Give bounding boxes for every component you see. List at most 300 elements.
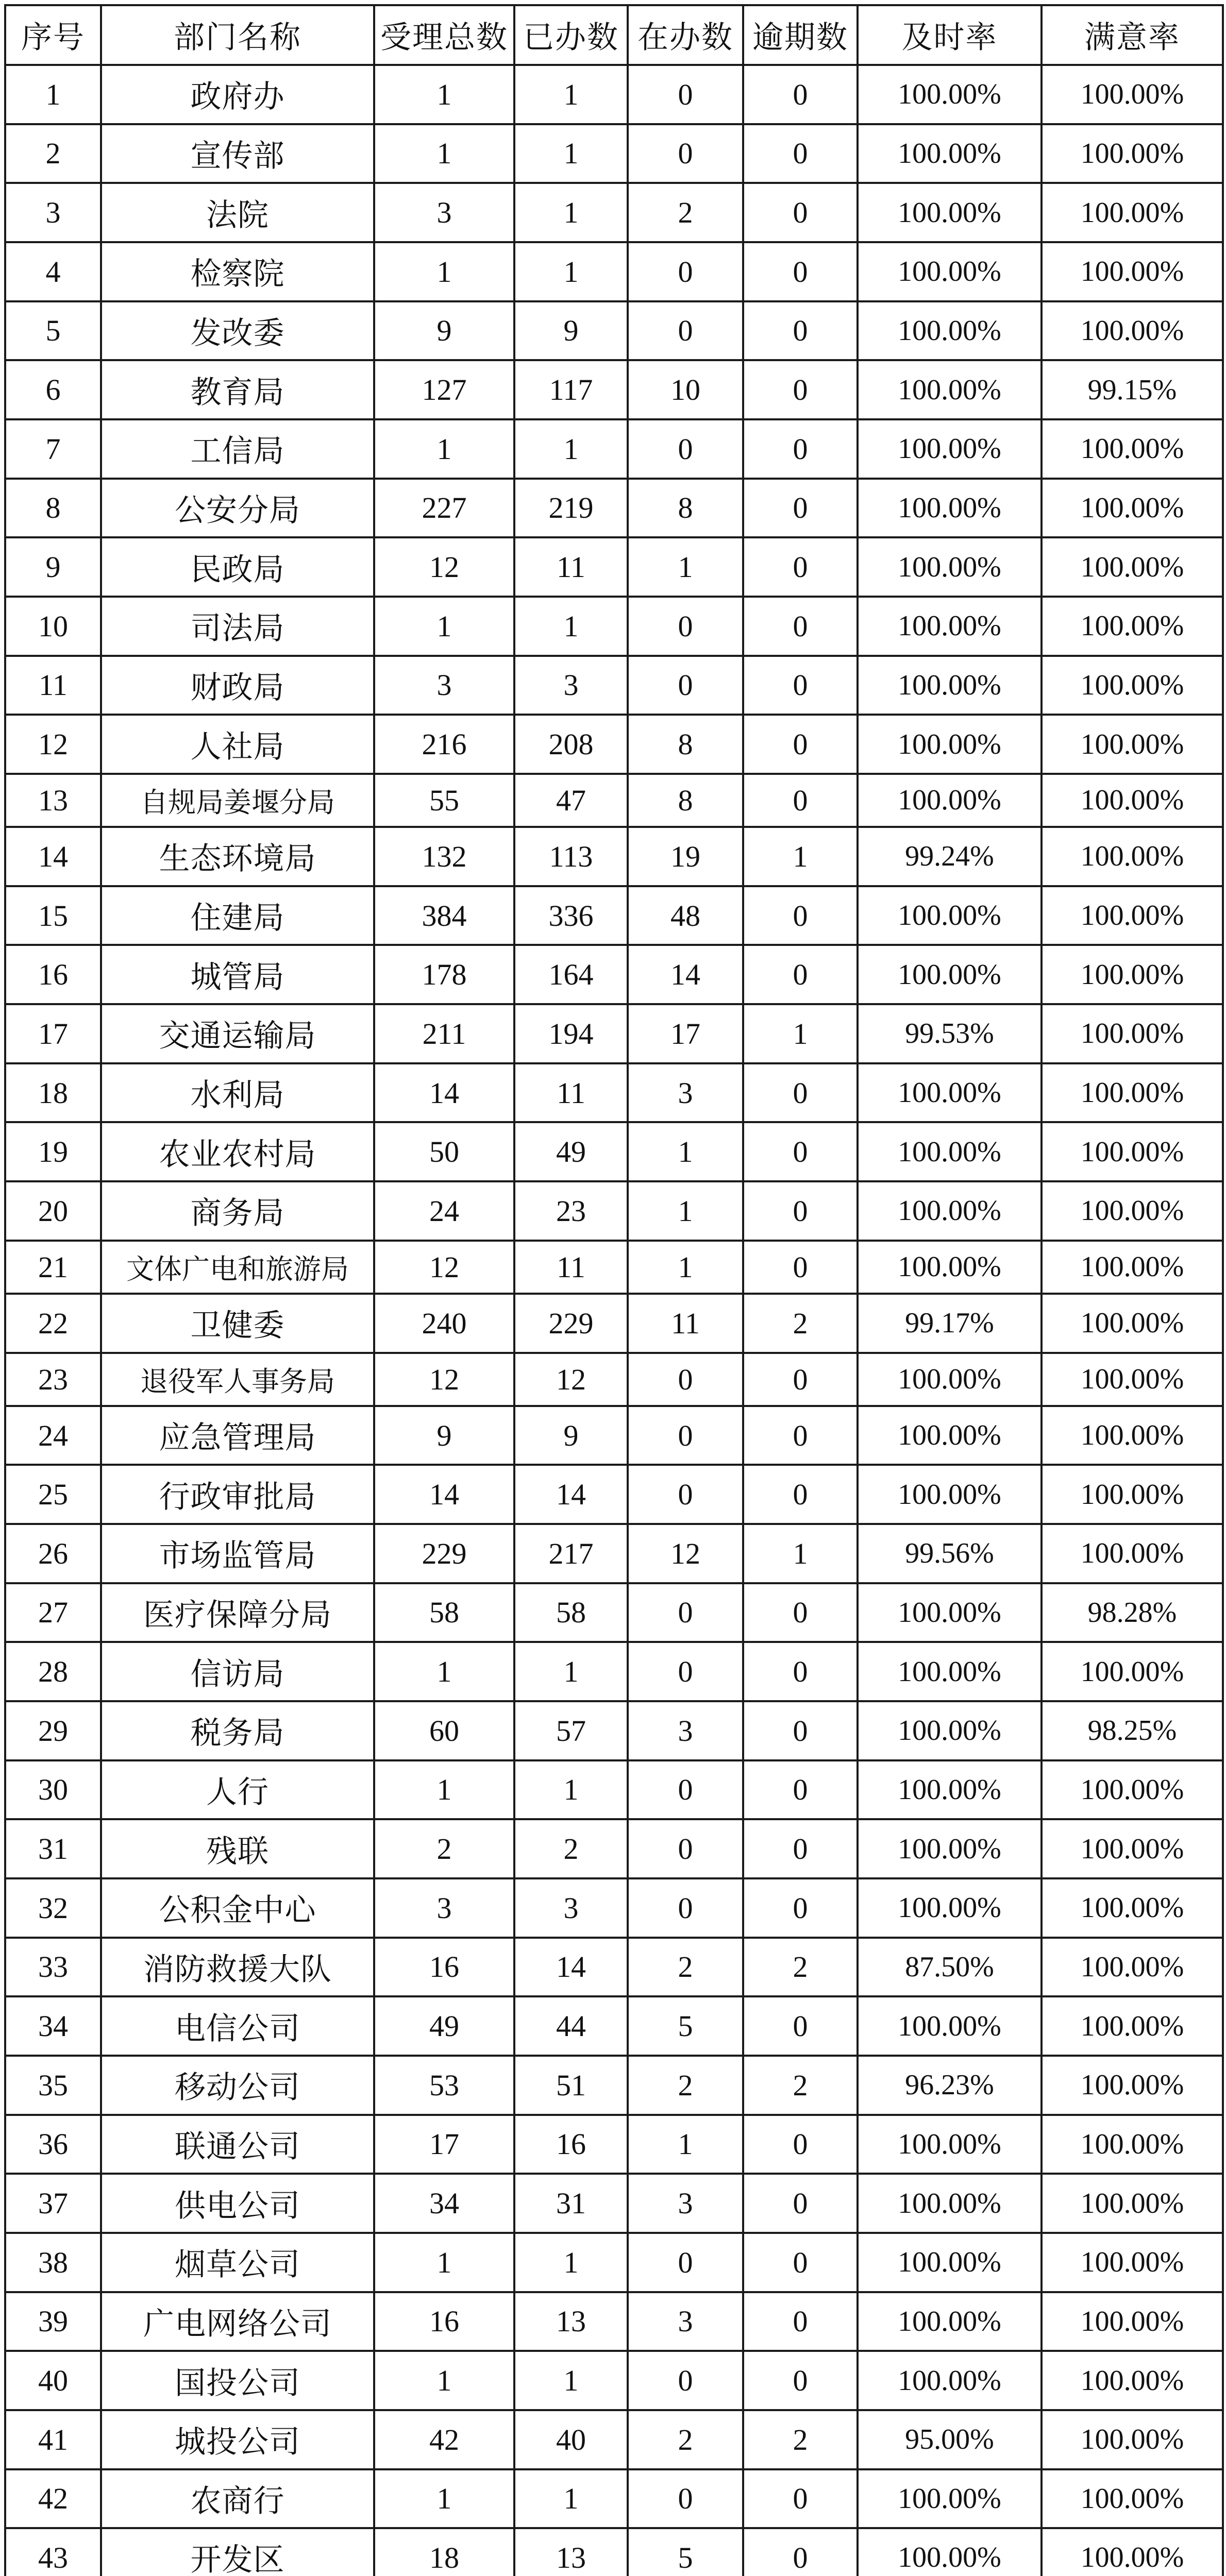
cell-overdue: 2 — [743, 1938, 858, 1997]
cell-completed: 9 — [514, 1406, 628, 1465]
cell-overdue: 0 — [743, 65, 858, 124]
cell-index: 7 — [5, 419, 101, 479]
cell-completed: 13 — [514, 2292, 628, 2351]
cell-department: 城管局 — [101, 945, 374, 1004]
cell-in-progress: 0 — [628, 656, 743, 715]
table-row — [5, 2528, 1223, 2576]
table-row — [5, 1819, 1223, 1878]
cell-index: 5 — [5, 301, 101, 361]
cell-satisfaction-rate: 100.00% — [1042, 1063, 1223, 1123]
cell-department: 人社局 — [101, 715, 374, 774]
cell-satisfaction-rate: 100.00% — [1042, 1996, 1223, 2056]
cell-total-received: 12 — [374, 1353, 514, 1406]
cell-satisfaction-rate: 100.00% — [1042, 1353, 1223, 1406]
cell-timely-rate: 100.00% — [858, 2174, 1042, 2233]
cell-satisfaction-rate: 100.00% — [1042, 1294, 1223, 1353]
cell-department: 电信公司 — [101, 1996, 374, 2056]
cell-total-received: 12 — [374, 537, 514, 597]
cell-completed: 40 — [514, 2410, 628, 2469]
cell-overdue: 1 — [743, 827, 858, 886]
cell-satisfaction-rate: 100.00% — [1042, 1878, 1223, 1938]
cell-overdue: 0 — [743, 2292, 858, 2351]
cell-index: 10 — [5, 597, 101, 656]
cell-timely-rate: 100.00% — [858, 1241, 1042, 1294]
table-row — [5, 242, 1223, 301]
cell-completed: 194 — [514, 1004, 628, 1063]
cell-department: 供电公司 — [101, 2174, 374, 2233]
cell-satisfaction-rate: 100.00% — [1042, 2174, 1223, 2233]
header-completed: 已办数 — [514, 5, 628, 65]
cell-satisfaction-rate: 100.00% — [1042, 124, 1223, 183]
cell-in-progress: 5 — [628, 2528, 743, 2576]
cell-satisfaction-rate: 100.00% — [1042, 2233, 1223, 2292]
cell-department: 政府办 — [101, 65, 374, 124]
cell-department: 移动公司 — [101, 2056, 374, 2115]
table-row — [5, 1642, 1223, 1701]
cell-department: 教育局 — [101, 360, 374, 419]
cell-in-progress: 48 — [628, 886, 743, 945]
cell-overdue: 0 — [743, 1878, 858, 1938]
table-row — [5, 2174, 1223, 2233]
cell-total-received: 1 — [374, 124, 514, 183]
cell-completed: 1 — [514, 597, 628, 656]
cell-total-received: 178 — [374, 945, 514, 1004]
cell-department: 应急管理局 — [101, 1406, 374, 1465]
cell-index: 18 — [5, 1063, 101, 1123]
header-in-progress: 在办数 — [628, 5, 743, 65]
cell-index: 43 — [5, 2528, 101, 2576]
cell-completed: 219 — [514, 479, 628, 538]
cell-overdue: 0 — [743, 886, 858, 945]
cell-total-received: 127 — [374, 360, 514, 419]
table-row — [5, 1583, 1223, 1642]
cell-index: 25 — [5, 1465, 101, 1524]
cell-timely-rate: 87.50% — [858, 1938, 1042, 1997]
table-row — [5, 419, 1223, 479]
cell-timely-rate: 100.00% — [858, 2351, 1042, 2410]
cell-timely-rate: 100.00% — [858, 1819, 1042, 1878]
cell-timely-rate: 100.00% — [858, 886, 1042, 945]
cell-satisfaction-rate: 100.00% — [1042, 886, 1223, 945]
cell-index: 39 — [5, 2292, 101, 2351]
cell-completed: 49 — [514, 1122, 628, 1181]
cell-completed: 3 — [514, 656, 628, 715]
cell-total-received: 1 — [374, 1760, 514, 1820]
cell-department: 农商行 — [101, 2469, 374, 2529]
cell-timely-rate: 100.00% — [858, 1701, 1042, 1760]
cell-satisfaction-rate: 100.00% — [1042, 1819, 1223, 1878]
cell-total-received: 2 — [374, 1819, 514, 1878]
cell-satisfaction-rate: 100.00% — [1042, 2056, 1223, 2115]
cell-in-progress: 1 — [628, 2115, 743, 2174]
cell-department: 消防救援大队 — [101, 1938, 374, 1997]
cell-timely-rate: 95.00% — [858, 2410, 1042, 2469]
cell-completed: 2 — [514, 1819, 628, 1878]
cell-department: 国投公司 — [101, 2351, 374, 2410]
table-row — [5, 183, 1223, 242]
cell-completed: 1 — [514, 2469, 628, 2529]
cell-in-progress: 0 — [628, 1406, 743, 1465]
cell-total-received: 1 — [374, 597, 514, 656]
cell-satisfaction-rate: 100.00% — [1042, 715, 1223, 774]
cell-completed: 1 — [514, 419, 628, 479]
header-total-received: 受理总数 — [374, 5, 514, 65]
cell-department: 司法局 — [101, 597, 374, 656]
cell-completed: 31 — [514, 2174, 628, 2233]
cell-department: 商务局 — [101, 1181, 374, 1241]
cell-department: 水利局 — [101, 1063, 374, 1123]
cell-department: 医疗保障分局 — [101, 1583, 374, 1642]
cell-overdue: 0 — [743, 1063, 858, 1123]
cell-timely-rate: 100.00% — [858, 1996, 1042, 2056]
cell-timely-rate: 100.00% — [858, 1583, 1042, 1642]
cell-overdue: 0 — [743, 2233, 858, 2292]
cell-index: 38 — [5, 2233, 101, 2292]
cell-department: 公安分局 — [101, 479, 374, 538]
table-row — [5, 1938, 1223, 1997]
cell-satisfaction-rate: 100.00% — [1042, 2410, 1223, 2469]
cell-total-received: 1 — [374, 242, 514, 301]
cell-completed: 11 — [514, 1241, 628, 1294]
cell-satisfaction-rate: 100.00% — [1042, 1181, 1223, 1241]
cell-overdue: 0 — [743, 1701, 858, 1760]
cell-index: 27 — [5, 1583, 101, 1642]
table-row — [5, 945, 1223, 1004]
cell-satisfaction-rate: 100.00% — [1042, 656, 1223, 715]
cell-satisfaction-rate: 100.00% — [1042, 1642, 1223, 1701]
cell-department: 工信局 — [101, 419, 374, 479]
cell-overdue: 0 — [743, 945, 858, 1004]
cell-department: 法院 — [101, 183, 374, 242]
cell-in-progress: 0 — [628, 1353, 743, 1406]
cell-index: 2 — [5, 124, 101, 183]
cell-completed: 336 — [514, 886, 628, 945]
cell-total-received: 16 — [374, 1938, 514, 1997]
cell-total-received: 53 — [374, 2056, 514, 2115]
cell-satisfaction-rate: 100.00% — [1042, 945, 1223, 1004]
cell-completed: 229 — [514, 1294, 628, 1353]
cell-completed: 47 — [514, 774, 628, 827]
cell-department: 烟草公司 — [101, 2233, 374, 2292]
cell-timely-rate: 100.00% — [858, 597, 1042, 656]
cell-department: 人行 — [101, 1760, 374, 1820]
cell-overdue: 0 — [743, 1353, 858, 1406]
cell-in-progress: 8 — [628, 479, 743, 538]
cell-index: 9 — [5, 537, 101, 597]
cell-index: 33 — [5, 1938, 101, 1997]
cell-index: 20 — [5, 1181, 101, 1241]
table-row — [5, 1241, 1223, 1294]
table-row — [5, 715, 1223, 774]
cell-total-received: 9 — [374, 1406, 514, 1465]
table-row — [5, 2351, 1223, 2410]
cell-timely-rate: 100.00% — [858, 774, 1042, 827]
cell-satisfaction-rate: 98.25% — [1042, 1701, 1223, 1760]
table-row — [5, 1004, 1223, 1063]
cell-department: 税务局 — [101, 1701, 374, 1760]
cell-satisfaction-rate: 100.00% — [1042, 242, 1223, 301]
cell-index: 30 — [5, 1760, 101, 1820]
cell-in-progress: 2 — [628, 2410, 743, 2469]
cell-overdue: 0 — [743, 183, 858, 242]
cell-index: 31 — [5, 1819, 101, 1878]
cell-total-received: 14 — [374, 1465, 514, 1524]
cell-timely-rate: 100.00% — [858, 1465, 1042, 1524]
cell-in-progress: 19 — [628, 827, 743, 886]
cell-satisfaction-rate: 100.00% — [1042, 1004, 1223, 1063]
cell-overdue: 0 — [743, 715, 858, 774]
cell-index: 17 — [5, 1004, 101, 1063]
cell-overdue: 0 — [743, 656, 858, 715]
cell-index: 15 — [5, 886, 101, 945]
cell-overdue: 0 — [743, 1406, 858, 1465]
cell-total-received: 216 — [374, 715, 514, 774]
cell-satisfaction-rate: 100.00% — [1042, 1122, 1223, 1181]
cell-timely-rate: 100.00% — [858, 360, 1042, 419]
cell-timely-rate: 100.00% — [858, 1063, 1042, 1123]
table-row — [5, 1181, 1223, 1241]
cell-satisfaction-rate: 100.00% — [1042, 1465, 1223, 1524]
cell-satisfaction-rate: 100.00% — [1042, 1524, 1223, 1583]
cell-total-received: 3 — [374, 1878, 514, 1938]
cell-department: 农业农村局 — [101, 1122, 374, 1181]
cell-in-progress: 17 — [628, 1004, 743, 1063]
cell-index: 14 — [5, 827, 101, 886]
cell-total-received: 60 — [374, 1701, 514, 1760]
cell-index: 22 — [5, 1294, 101, 1353]
cell-total-received: 229 — [374, 1524, 514, 1583]
cell-index: 3 — [5, 183, 101, 242]
cell-overdue: 0 — [743, 124, 858, 183]
cell-overdue: 0 — [743, 2174, 858, 2233]
cell-total-received: 14 — [374, 1063, 514, 1123]
table-row — [5, 886, 1223, 945]
cell-timely-rate: 100.00% — [858, 479, 1042, 538]
cell-completed: 23 — [514, 1181, 628, 1241]
cell-satisfaction-rate: 100.00% — [1042, 65, 1223, 124]
cell-in-progress: 3 — [628, 2292, 743, 2351]
table-row — [5, 2115, 1223, 2174]
cell-overdue: 2 — [743, 2056, 858, 2115]
cell-in-progress: 0 — [628, 1583, 743, 1642]
cell-index: 29 — [5, 1701, 101, 1760]
table-row — [5, 827, 1223, 886]
table-row — [5, 1063, 1223, 1123]
cell-overdue: 0 — [743, 2469, 858, 2529]
table-row — [5, 1406, 1223, 1465]
cell-index: 28 — [5, 1642, 101, 1701]
cell-overdue: 0 — [743, 301, 858, 361]
cell-total-received: 3 — [374, 183, 514, 242]
cell-completed: 13 — [514, 2528, 628, 2576]
cell-timely-rate: 99.17% — [858, 1294, 1042, 1353]
header-index: 序号 — [5, 5, 101, 65]
cell-in-progress: 0 — [628, 1819, 743, 1878]
cell-index: 35 — [5, 2056, 101, 2115]
cell-completed: 58 — [514, 1583, 628, 1642]
cell-in-progress: 2 — [628, 183, 743, 242]
cell-in-progress: 0 — [628, 301, 743, 361]
header-row — [5, 5, 1223, 65]
table-row — [5, 1760, 1223, 1820]
cell-completed: 117 — [514, 360, 628, 419]
cell-overdue: 0 — [743, 2115, 858, 2174]
cell-overdue: 0 — [743, 360, 858, 419]
cell-total-received: 58 — [374, 1583, 514, 1642]
cell-in-progress: 5 — [628, 1996, 743, 2056]
cell-index: 32 — [5, 1878, 101, 1938]
cell-index: 41 — [5, 2410, 101, 2469]
table-row — [5, 2233, 1223, 2292]
cell-department: 卫健委 — [101, 1294, 374, 1353]
table-row — [5, 597, 1223, 656]
cell-total-received: 1 — [374, 1642, 514, 1701]
cell-completed: 57 — [514, 1701, 628, 1760]
cell-timely-rate: 100.00% — [858, 1181, 1042, 1241]
cell-total-received: 1 — [374, 2351, 514, 2410]
cell-overdue: 0 — [743, 2528, 858, 2576]
table-row — [5, 360, 1223, 419]
table-row — [5, 537, 1223, 597]
cell-department: 财政局 — [101, 656, 374, 715]
cell-in-progress: 0 — [628, 65, 743, 124]
cell-department: 自规局姜堰分局 — [101, 774, 374, 827]
cell-index: 4 — [5, 242, 101, 301]
cell-in-progress: 0 — [628, 124, 743, 183]
cell-satisfaction-rate: 100.00% — [1042, 597, 1223, 656]
cell-timely-rate: 100.00% — [858, 1760, 1042, 1820]
cell-overdue: 0 — [743, 1819, 858, 1878]
cell-index: 23 — [5, 1353, 101, 1406]
cell-total-received: 24 — [374, 1181, 514, 1241]
table-row — [5, 1353, 1223, 1406]
cell-satisfaction-rate: 100.00% — [1042, 479, 1223, 538]
cell-satisfaction-rate: 100.00% — [1042, 2351, 1223, 2410]
cell-timely-rate: 99.56% — [858, 1524, 1042, 1583]
cell-completed: 51 — [514, 2056, 628, 2115]
cell-completed: 164 — [514, 945, 628, 1004]
cell-completed: 11 — [514, 1063, 628, 1123]
cell-timely-rate: 96.23% — [858, 2056, 1042, 2115]
cell-department: 退役军人事务局 — [101, 1353, 374, 1406]
cell-department: 民政局 — [101, 537, 374, 597]
cell-in-progress: 0 — [628, 1642, 743, 1701]
cell-in-progress: 3 — [628, 1701, 743, 1760]
cell-completed: 208 — [514, 715, 628, 774]
cell-completed: 11 — [514, 537, 628, 597]
cell-overdue: 0 — [743, 1181, 858, 1241]
cell-completed: 9 — [514, 301, 628, 361]
cell-department: 生态环境局 — [101, 827, 374, 886]
cell-total-received: 34 — [374, 2174, 514, 2233]
cell-department: 文体广电和旅游局 — [101, 1241, 374, 1294]
cell-total-received: 49 — [374, 1996, 514, 2056]
cell-index: 8 — [5, 479, 101, 538]
cell-total-received: 211 — [374, 1004, 514, 1063]
cell-in-progress: 0 — [628, 1878, 743, 1938]
cell-total-received: 9 — [374, 301, 514, 361]
header-department: 部门名称 — [101, 5, 374, 65]
cell-index: 21 — [5, 1241, 101, 1294]
cell-satisfaction-rate: 100.00% — [1042, 537, 1223, 597]
cell-timely-rate: 99.24% — [858, 827, 1042, 886]
cell-overdue: 0 — [743, 774, 858, 827]
cell-index: 42 — [5, 2469, 101, 2529]
cell-satisfaction-rate: 100.00% — [1042, 827, 1223, 886]
cell-index: 19 — [5, 1122, 101, 1181]
cell-timely-rate: 100.00% — [858, 2469, 1042, 2529]
table-row — [5, 2292, 1223, 2351]
cell-in-progress: 8 — [628, 715, 743, 774]
cell-in-progress: 11 — [628, 1294, 743, 1353]
cell-department: 广电网络公司 — [101, 2292, 374, 2351]
table-row — [5, 1294, 1223, 1353]
cell-index: 13 — [5, 774, 101, 827]
cell-department: 城投公司 — [101, 2410, 374, 2469]
cell-index: 24 — [5, 1406, 101, 1465]
cell-overdue: 0 — [743, 479, 858, 538]
cell-overdue: 0 — [743, 537, 858, 597]
cell-satisfaction-rate: 100.00% — [1042, 2292, 1223, 2351]
table-row — [5, 1122, 1223, 1181]
cell-satisfaction-rate: 100.00% — [1042, 2115, 1223, 2174]
cell-timely-rate: 100.00% — [858, 65, 1042, 124]
cell-total-received: 50 — [374, 1122, 514, 1181]
cell-completed: 1 — [514, 2233, 628, 2292]
cell-completed: 44 — [514, 1996, 628, 2056]
cell-index: 34 — [5, 1996, 101, 2056]
cell-index: 40 — [5, 2351, 101, 2410]
cell-index: 6 — [5, 360, 101, 419]
cell-timely-rate: 100.00% — [858, 1122, 1042, 1181]
cell-department: 信访局 — [101, 1642, 374, 1701]
cell-timely-rate: 99.53% — [858, 1004, 1042, 1063]
cell-total-received: 1 — [374, 65, 514, 124]
header-overdue: 逾期数 — [743, 5, 858, 65]
cell-overdue: 1 — [743, 1004, 858, 1063]
cell-completed: 16 — [514, 2115, 628, 2174]
cell-overdue: 0 — [743, 419, 858, 479]
cell-overdue: 0 — [743, 1760, 858, 1820]
cell-in-progress: 0 — [628, 1760, 743, 1820]
table-row — [5, 1524, 1223, 1583]
table-body — [5, 65, 1223, 2576]
cell-overdue: 2 — [743, 1294, 858, 1353]
cell-department: 住建局 — [101, 886, 374, 945]
cell-department: 宣传部 — [101, 124, 374, 183]
cell-timely-rate: 100.00% — [858, 301, 1042, 361]
table-row — [5, 2056, 1223, 2115]
cell-overdue: 1 — [743, 1524, 858, 1583]
cell-timely-rate: 100.00% — [858, 2292, 1042, 2351]
cell-overdue: 0 — [743, 1583, 858, 1642]
cell-in-progress: 2 — [628, 2056, 743, 2115]
table-row — [5, 2410, 1223, 2469]
cell-satisfaction-rate: 99.15% — [1042, 360, 1223, 419]
table-row — [5, 124, 1223, 183]
cell-overdue: 0 — [743, 2351, 858, 2410]
cell-timely-rate: 100.00% — [858, 124, 1042, 183]
cell-total-received: 42 — [374, 2410, 514, 2469]
cell-in-progress: 0 — [628, 2469, 743, 2529]
cell-overdue: 0 — [743, 1241, 858, 1294]
cell-index: 26 — [5, 1524, 101, 1583]
cell-timely-rate: 100.00% — [858, 1406, 1042, 1465]
cell-in-progress: 0 — [628, 419, 743, 479]
cell-total-received: 384 — [374, 886, 514, 945]
cell-in-progress: 0 — [628, 242, 743, 301]
cell-total-received: 227 — [374, 479, 514, 538]
